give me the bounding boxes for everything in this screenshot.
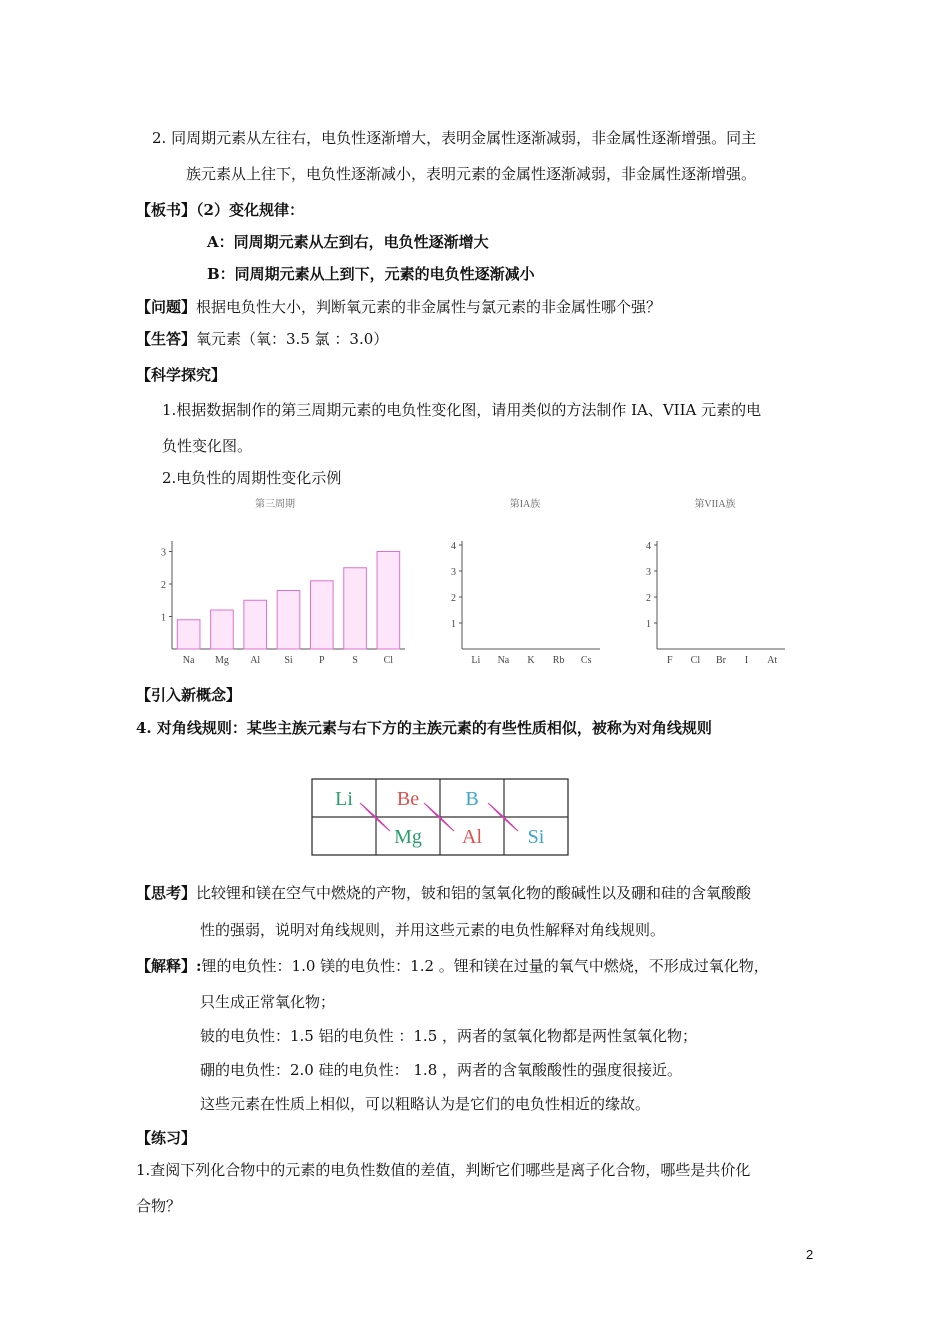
- explore-tag: 【科学探究】: [136, 366, 227, 384]
- explain-tag: 【解释】:: [136, 957, 202, 975]
- chart-title: 第VIIA族: [694, 499, 736, 510]
- board-rule-a: A：同周期元素从左到右，电负性逐渐增大: [207, 233, 489, 251]
- bar: [277, 591, 300, 650]
- x-tick-label: Cl: [383, 655, 394, 666]
- bar: [177, 620, 200, 649]
- y-tick-label: 1: [646, 619, 651, 630]
- diagonal-rule-diagram: [311, 778, 573, 858]
- page-number: 2: [806, 1247, 814, 1262]
- x-tick-label: Cl: [690, 655, 701, 666]
- answer-text: 氧元素（氧：3.5 氯 ：3.0）: [196, 330, 389, 348]
- explore-item-1-cont: 负性变化图。: [162, 437, 253, 455]
- practice-item-1-cont: 合物？: [136, 1197, 182, 1215]
- x-tick-label: I: [744, 655, 749, 666]
- y-tick-label: 3: [161, 547, 166, 559]
- bar: [344, 568, 367, 649]
- x-tick-label: S: [352, 655, 358, 666]
- y-tick-label: 2: [161, 580, 166, 591]
- y-tick-label: 3: [451, 567, 456, 578]
- chart-period3: [150, 495, 410, 670]
- y-tick-label: 2: [646, 593, 651, 604]
- element-symbol-li: Li: [335, 788, 353, 810]
- paragraph-1-cont: 族元素从上往下，电负性逐渐减小，表明元素的金属性逐渐减弱，非金属性逐渐增强。: [186, 165, 757, 183]
- board-rule-b: B：同周期元素从上到下，元素的电负性逐渐减小: [207, 265, 535, 283]
- x-tick-label: F: [667, 655, 673, 666]
- chart-title: 第IA族: [509, 499, 541, 510]
- question-tag: 【问题】: [136, 298, 197, 316]
- chart-group-viia: [640, 495, 790, 670]
- element-symbol-mg: Mg: [394, 826, 422, 848]
- x-tick-label: Si: [284, 655, 293, 666]
- x-tick-label: Mg: [214, 655, 229, 666]
- x-tick-label: Li: [471, 655, 481, 666]
- y-tick-label: 1: [451, 619, 456, 630]
- y-tick-label: 4: [646, 541, 651, 552]
- explain-text-1-cont: 只生成正常氧化物；: [200, 993, 336, 1011]
- y-tick-label: 3: [646, 567, 651, 578]
- element-symbol-b: B: [465, 788, 479, 810]
- explain-text-3: 硼的电负性：2.0 硅的电负性： 1.8 ，两者的含氧酸酸性的强度很接近。: [200, 1061, 683, 1079]
- explore-item-2: 2.电负性的周期性变化示例: [162, 469, 342, 487]
- practice-tag: 【练习】: [136, 1129, 197, 1147]
- think-tag: 【思考】: [136, 884, 197, 902]
- x-tick-label: At: [767, 655, 778, 666]
- explore-item-1: 1.根据数据制作的第三周期元素的电负性变化图，请用类似的方法制作 IA、VIIA 元素的电: [162, 401, 762, 419]
- element-symbol-si: Si: [527, 826, 545, 848]
- x-tick-label: Br: [716, 655, 726, 666]
- question-text: 根据电负性大小，判断氧元素的非金属性与氯元素的非金属性哪个强？: [196, 298, 662, 316]
- bar: [211, 610, 234, 649]
- think-line: [136, 883, 751, 903]
- board-title: （2）变化规律：: [196, 201, 304, 219]
- bar: [310, 581, 333, 649]
- concept-tag: 【引入新概念】: [136, 686, 242, 704]
- chart-group-ia: [440, 495, 610, 670]
- x-tick-label: K: [527, 655, 535, 666]
- question-line: [136, 297, 661, 317]
- practice-item-1: 1.查阅下列化合物中的元素的电负性数值的差值，判断它们哪些是离子化合物，哪些是共价化: [136, 1161, 751, 1179]
- x-tick-label: Al: [250, 655, 261, 666]
- y-tick-label: 4: [451, 541, 456, 552]
- explain-text-4: 这些元素在性质上相似，可以粗略认为是它们的电负性相近的缘故。: [200, 1095, 651, 1113]
- answer-line: [136, 329, 388, 349]
- explain-text-2: 铍的电负性：1.5 铝的电负性 ：1.5 ，两者的氢氧化物都是两性氢氧化物；: [200, 1027, 698, 1045]
- element-symbol-be: Be: [396, 788, 420, 810]
- bar: [244, 600, 267, 649]
- bar: [377, 552, 400, 650]
- think-text-1: 比较锂和镁在空气中燃烧的产物，铍和铝的氢氧化物的酸碱性以及硼和硅的含氧酸酸: [196, 884, 752, 902]
- explain-line: [136, 956, 769, 976]
- board-tag: 【板书】: [136, 201, 197, 219]
- x-tick-label: Rb: [552, 655, 565, 666]
- think-text-2: 性的强弱，说明对角线规则，并用这些元素的电负性解释对角线规则。: [200, 921, 666, 939]
- paragraph-1: 2. 同周期元素从左往右，电负性逐渐增大，表明金属性逐渐减弱，非金属性逐渐增强。同主: [152, 129, 757, 147]
- x-tick-label: Na: [497, 655, 510, 666]
- answer-tag: 【生答】: [136, 330, 197, 348]
- board-section: [136, 200, 304, 220]
- y-tick-label: 2: [451, 593, 456, 604]
- element-symbol-al: Al: [462, 826, 482, 848]
- diagonal-rule: 4. 对角线规则：某些主族元素与右下方的主族元素的有些性质相似，被称为对角线规则: [136, 719, 712, 737]
- x-tick-label: P: [319, 655, 325, 666]
- x-tick-label: Cs: [580, 655, 592, 666]
- chart-title: 第三周期: [255, 499, 295, 510]
- explain-text-1: 锂的电负性：1.0 镁的电负性：1.2 。锂和镁在过量的氧气中燃烧，不形成过氧化物，: [201, 957, 769, 975]
- x-tick-label: Na: [182, 655, 195, 666]
- y-tick-label: 1: [161, 612, 166, 624]
